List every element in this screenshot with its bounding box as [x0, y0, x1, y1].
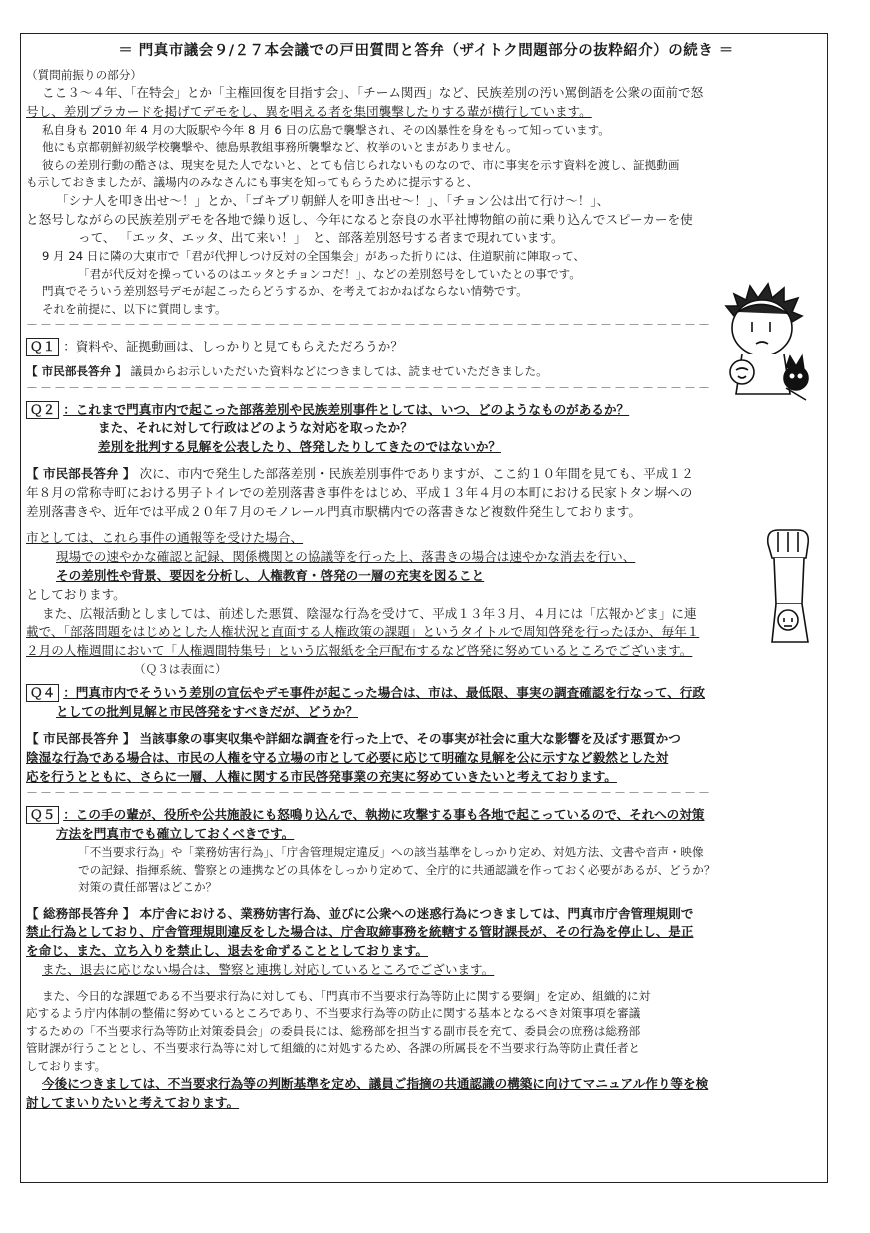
preface-line: 私自身も 2010 年 4 月の大阪駅や今年 8 月 6 日の広島で襲撃され、その凶暴性を身をもって知っています。	[42, 122, 610, 137]
q4-answer-line: 応を行うとともに、さらに一層、人権に関する市民啓発事業の充実に努めていきたいと考えております。	[26, 768, 617, 784]
separator: －－－－－－－－－－－－－－－－－－－－－－－－－－－－－－－－－－－－－－－－－－－－－－－－－	[26, 786, 713, 801]
q5-sub-line: 「不当要求行為」や「業務妨害行為」、「庁舎管理規定違反」への該当基準をしっかり定め、対処方法、文書や音声・映像	[78, 845, 704, 860]
q1-answer-label: 【 市民部長答弁 】	[26, 364, 127, 379]
q2-answer-line: 載で、「部落問題をはじめとした人権状況と直面する人権政策の課題」というタイトルで周知啓発を行ったほか、毎年１	[26, 624, 700, 640]
q2-answer-line: 次に、市内で発生した部落差別・民族差別事件でありますが、ここ約１０年間を見ても、平成１２	[139, 465, 694, 481]
q5-answer-label: 【 総務部長答弁 】	[26, 905, 136, 921]
preface-line: 「君が代反対を操っているのはエッタとチョンコだ！」、などの差別怒号をしていたとの事です。	[78, 266, 581, 281]
q4-answer-line: 当該事象の事実収集や詳細な調査を行った上で、その事実が社会に重大な影響を及ぼす悪質かつ	[139, 731, 681, 747]
q5-sub-line: での記録、指揮系統、警察との連携などの具体をしっかり定めて、全庁的に共通認識を作っておく必要があるが、どうか？	[78, 862, 716, 877]
q2-answer-line: また、広報活動としましては、前述した悪質、陰湿な行為を受けて、平成１３年３月、４月には「広報かどま」に連	[42, 605, 697, 621]
preface-line: 「シナ人を叩き出せ～！」とか、「ゴキブリ朝鮮人を叩き出せ～！」、「チョン公は出て行け～！」、	[56, 192, 610, 208]
question-preface	[26, 67, 826, 332]
q5-label: Ｑ５	[26, 806, 59, 824]
q2-answer-line: ２月の人権週間において「人権週間特集号」という広報紙を全戸配布するなど啓発に努めているところでございます。	[26, 643, 693, 659]
q5-answer-line: 管財課が行うこととし、不当要求行為等に対して組織的に対処するため、各課の所属長を不当要求行為等防止責任者と	[26, 1041, 641, 1056]
q4-answer-line: 陰湿な行為である場合は、市民の人権を守る立場の市として必要に応じて明確な見解を公に示すなど毅然とした対	[26, 749, 669, 765]
q5-answer-line: 禁止行為としており、庁舎管理規則違反をした場合は、庁舎取締事務を統轄する管財課長が、その行為を停止し、是正	[26, 924, 694, 940]
document-title: ＝ 門真市議会９/２７本会議での戸田質問と答弁（ザイトク問題部分の抜粋紹介）の続き ＝	[118, 43, 734, 59]
preface-line: 他にも京都朝鮮初級学校襲撃や、徳島県教組事務所襲撃など、枚挙のいとまがありません。	[42, 140, 518, 155]
preface-label: （質問前振りの部分）	[26, 67, 142, 82]
q5-text-line: ：この手の輩が、役所や公共施設にも怒鳴り込んで、執拗に攻撃する事も各地で起こっているので、それへの対策	[63, 807, 705, 823]
q2-answer-line: 年８月の常称寺町における男子トイレでの差別落書き事件をはじめ、平成１３年４月の本町における民家トタン塀への	[26, 484, 693, 500]
q5-sub-line: 対策の責任部署はどこか？	[78, 880, 218, 895]
preface-line: ここ３～４年、「在特会」とか「主権回復を目指す会」、「チーム関西」など、民族差別の汚い罵倒語を公衆の面前で怒	[42, 85, 704, 101]
preface-line: って、 「エッタ、エッタ、出て来い！」 と、部落差別怒号する者まで現れています。	[78, 230, 564, 246]
separator: －－－－－－－－－－－－－－－－－－－－－－－－－－－－－－－－－－－－－－－－－－－－－－－－－	[26, 318, 713, 333]
q5-answer-line: しております。	[26, 1058, 107, 1073]
q2-answer-label: 【 市民部長答弁 】	[26, 465, 136, 481]
q4-answer-label: 【 市民部長答弁 】	[26, 731, 136, 747]
q2-answer-line: 市としては、これら事件の通報等を受けた場合、	[26, 530, 304, 546]
q5-answer-line: を命じ、また、立ち入りを禁止し、退去を命ずることとしております。	[26, 943, 428, 959]
q2-text-line: ：これまで門真市内で起こった部落差別や民族差別事件としては、いつ、どのようなものがあるか？	[63, 401, 630, 417]
q4-label: Ｑ４	[26, 684, 59, 702]
q1-answer-text: 議員からお示しいただいた資料などにつきましては、読ませていただきました。	[130, 364, 548, 379]
q2-text-line: 差別を批判する見解を公表したり、啓発したりしてきたのではないか？	[98, 439, 501, 455]
preface-line: それを前提に、以下に質問します。	[42, 301, 227, 316]
preface-line: と怒号しながらの民族差別デモを各地で繰り返し、今年になると奈良の水平社博物館の前に乗り込んでスピーカーを使	[26, 211, 693, 227]
q5-answer-line: 討してまいりたいと考えております。	[26, 1095, 240, 1110]
q2-answer-line: 現場での速やかな確認と記録、関係機関との協議等を行った上、落書きの場合は速やかな消去を行い、	[56, 549, 636, 565]
q5-text-line: 方法を門真市でも確立しておくべきです。	[56, 826, 295, 842]
q5-answer-line: 応するよう庁内体制の整備に努めているところであり、不当要求行為等の防止に関する基本となるべき対策事項を審議	[26, 1006, 641, 1021]
q2-text-line: また、それに対して行政はどのような対応を取ったか？	[98, 420, 413, 436]
preface-line: 9 月 24 日に隣の大東市で「君が代押しつけ反対の全国集会」があった折りには、住道駅前に陣取って、	[42, 249, 585, 264]
question-4	[26, 684, 826, 800]
q5-answer-line: するための「不当要求行為等防止対策委員会」の委員長には、総務部を担当する副市長を充て、委員会の庶務は総務部	[26, 1023, 641, 1038]
q1-label: Ｑ１	[26, 338, 59, 356]
question-1	[26, 338, 826, 394]
q5-answer-line: また、退去に応じない場合は、警察と連携し対応しているところでございます。	[42, 961, 495, 977]
question-2	[26, 401, 826, 679]
q1-text: ：資料や、証拠動画は、しっかりと見てもらえただろうか？	[63, 339, 403, 355]
q4-text-line: としての批判見解と市民啓発をすべきだが、どうか？	[56, 704, 358, 720]
preface-line: 彼らの差別行動の酷さは、現実を見た人でないと、とても信じられないものなので、市に事実を示す資料を渡し、証拠動画	[42, 157, 680, 172]
preface-line: 号し、差別プラカードを掲げてデモをし、異を唱える者を集団襲撃したりする輩が横行しています。	[26, 104, 592, 120]
preface-line: 門真でそういう差別怒号デモが起こったらどうするか、を考えておかねばならない情勢です。	[42, 284, 528, 299]
separator: －－－－－－－－－－－－－－－－－－－－－－－－－－－－－－－－－－－－－－－－－－－－－－－－－	[26, 380, 713, 395]
q5-answer-line: 本庁舎における、業務妨害行為、並びに公衆への迷惑行為につきましては、門真市庁舎管理規則で	[139, 905, 694, 921]
q2-answer-line: 差別落書きや、近年では平成２０年７月のモノレール門真市駅構内での落書きなど複数件発生しております。	[26, 503, 641, 519]
q2-answer-line: としております。	[26, 586, 126, 602]
q4-text-line: ：門真市内でそういう差別の宣伝やデモ事件が起こった場合は、市は、最低限、事実の調査確認を行なって、行政	[63, 685, 705, 701]
q2-answer-line: その差別性や背景、要因を分析し、人権教育・啓発の一層の充実を図ること	[56, 567, 485, 583]
q3-note: （Ｑ３は表面に）	[134, 661, 227, 676]
q5-answer-line: また、今日的な課題である不当要求行為に対しても、「門真市不当要求行為等防止に関する要綱」を定め、組織的に対	[42, 988, 651, 1003]
question-5	[26, 806, 826, 1112]
document-body	[26, 38, 826, 1113]
q2-label: Ｑ２	[26, 401, 59, 419]
q5-answer-line: 今後につきましては、不当要求行為等の判断基準を定め、議員ご指摘の共通認識の構築に向けてマニュアル作り等を検	[42, 1076, 709, 1092]
preface-line: も示しておきましたが、議場内のみなさんにも事実を知ってもらうために提示すると、	[26, 175, 479, 190]
